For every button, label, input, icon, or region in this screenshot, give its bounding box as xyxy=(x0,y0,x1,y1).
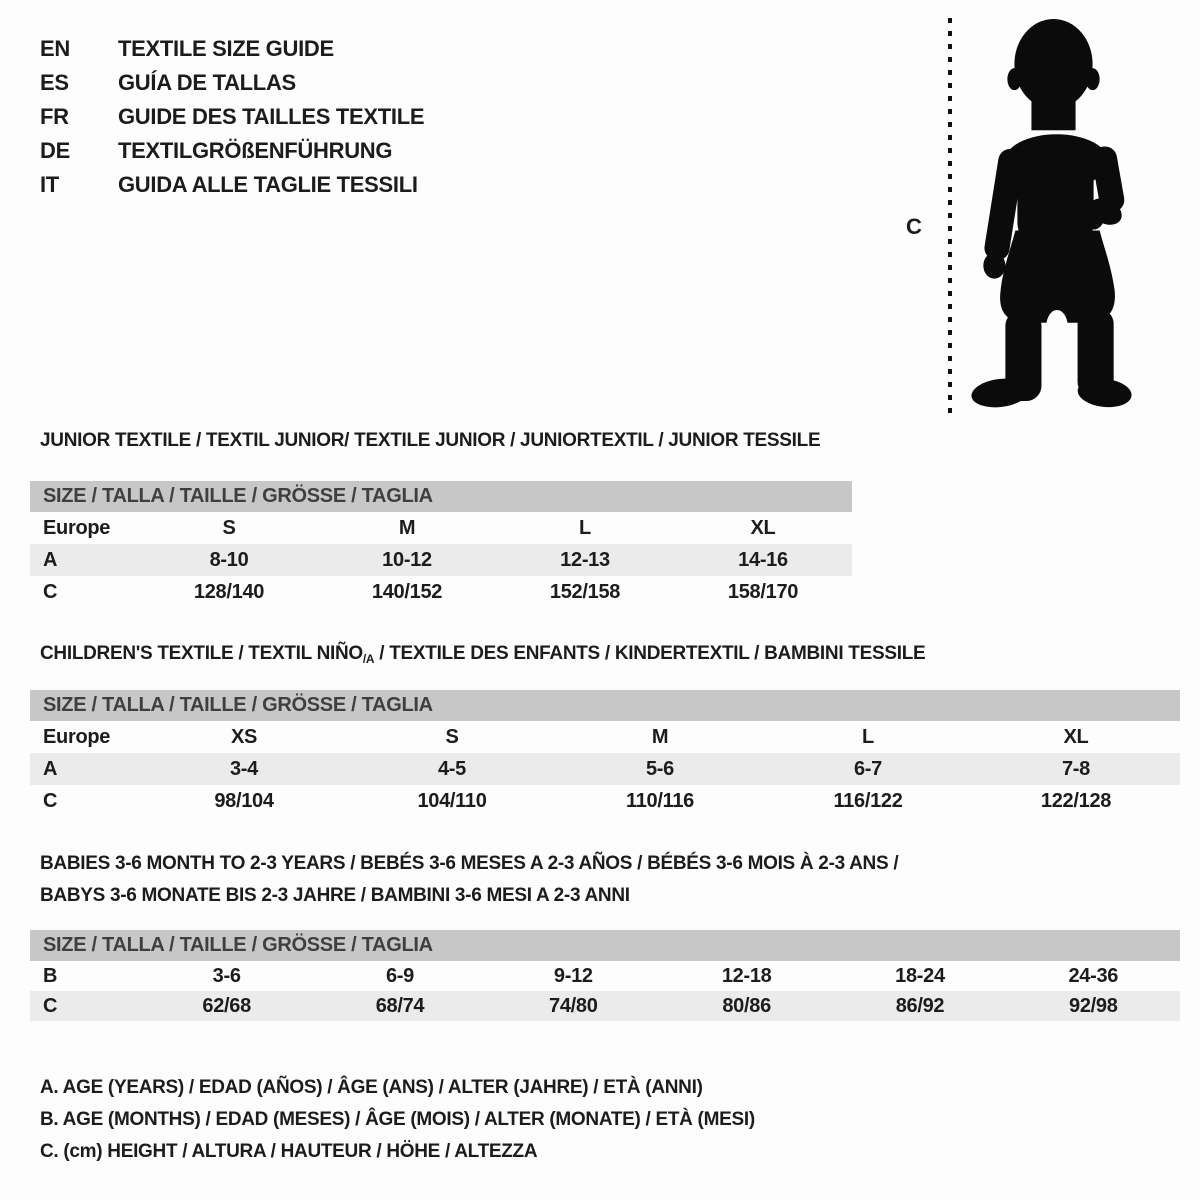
table-cell: 6-7 xyxy=(853,757,882,780)
language-title-list xyxy=(40,32,424,202)
language-title: GUIDE DES TAILLES TEXTILE xyxy=(118,104,425,129)
language-row xyxy=(40,168,424,202)
table-cell: 12-13 xyxy=(560,548,610,571)
table-cell: 3-4 xyxy=(229,757,258,780)
table-row xyxy=(30,753,1180,785)
height-measure-dotted-line xyxy=(948,18,952,416)
row-label: C xyxy=(43,994,58,1017)
table-cell: 152/158 xyxy=(549,580,621,603)
table-cell: 4-5 xyxy=(437,757,466,780)
table-cell: XL xyxy=(1063,725,1089,748)
language-row xyxy=(40,134,424,168)
row-label: B xyxy=(43,964,58,987)
table-cell: 3-6 xyxy=(212,964,241,987)
table-cell: 7-8 xyxy=(1061,757,1090,780)
legend-block xyxy=(40,1072,755,1168)
size-header-bar: SIZE / TALLA / TAILLE / GRÖSSE / TAGLIA xyxy=(30,690,1180,721)
heading-text: CHILDREN'S TEXTILE / TEXTIL NIÑO xyxy=(40,643,363,664)
junior-size-table xyxy=(30,481,852,608)
language-title: TEXTILE SIZE GUIDE xyxy=(118,36,334,61)
table-row xyxy=(30,512,852,544)
legend-line-c: C. (cm) HEIGHT / ALTURA / HAUTEUR / HÖHE / ALTEZZA xyxy=(40,1141,538,1162)
table-cell: 122/128 xyxy=(1040,789,1112,812)
table-cell: 86/92 xyxy=(895,994,945,1017)
babies-table-rows xyxy=(30,961,1180,1021)
table-cell: 116/122 xyxy=(833,789,903,812)
table-cell: 6-9 xyxy=(385,964,414,987)
heading-subscript: /A xyxy=(362,652,375,666)
language-title: GUIDA ALLE TAGLIE TESSILI xyxy=(118,172,418,197)
table-row xyxy=(30,721,1180,753)
table-cell: 5-6 xyxy=(645,757,674,780)
table-cell: L xyxy=(579,516,591,539)
heading-line-2: BABYS 3-6 MONATE BIS 2-3 JAHRE / BAMBINI 3-6 MESI A 2-3 ANNI xyxy=(40,885,630,906)
table-cell: 9-12 xyxy=(553,964,593,987)
table-row xyxy=(30,785,1180,817)
table-cell: 128/140 xyxy=(193,580,265,603)
language-row xyxy=(40,100,424,134)
language-code: IT xyxy=(40,172,59,197)
table-cell: 18-24 xyxy=(895,964,945,987)
table-cell: 74/80 xyxy=(549,994,598,1017)
table-cell: 24-36 xyxy=(1068,964,1119,987)
table-cell: 8-10 xyxy=(209,548,249,571)
heading-line-1: BABIES 3-6 MONTH TO 2-3 YEARS / BEBÉS 3-6 MESES A 2-3 AÑOS / BÉBÉS 3-6 MOIS À 2-3 ANS / xyxy=(40,853,899,874)
table-row xyxy=(30,991,1180,1021)
table-cell: 80/86 xyxy=(722,994,771,1017)
row-label: A xyxy=(43,548,58,571)
table-cell: 98/104 xyxy=(214,789,274,812)
table-row xyxy=(30,576,852,608)
children-table-rows xyxy=(30,721,1180,817)
height-measure-label: C xyxy=(906,214,922,239)
table-cell: 12-18 xyxy=(721,964,772,987)
legend-line-a: A. AGE (YEARS) / EDAD (AÑOS) / ÂGE (ANS) / ALTER (JAHRE) / ETÀ (ANNI) xyxy=(40,1077,703,1098)
row-label: C xyxy=(43,580,58,603)
language-row xyxy=(40,66,424,100)
table-cell: 104/110 xyxy=(417,789,487,812)
language-title: TEXTILGRÖßENFÜHRUNG xyxy=(118,138,393,163)
table-cell: 92/98 xyxy=(1069,994,1118,1017)
language-title: GUÍA DE TALLAS xyxy=(118,70,296,95)
toddler-silhouette-image xyxy=(968,18,1136,416)
size-header-bar: SIZE / TALLA / TAILLE / GRÖSSE / TAGLIA xyxy=(30,481,852,512)
table-cell: XS xyxy=(230,725,258,748)
table-cell: 110/116 xyxy=(626,789,694,812)
table-cell: S xyxy=(222,516,236,539)
table-cell: M xyxy=(398,516,416,539)
babies-size-table xyxy=(30,930,1180,1021)
table-cell: M xyxy=(651,725,669,748)
heading-text: / TEXTILE DES ENFANTS / KINDERTEXTIL / BAMBINI TESSILE xyxy=(374,643,926,664)
table-cell: 62/68 xyxy=(202,994,251,1017)
table-cell: XL xyxy=(750,516,776,539)
table-row xyxy=(30,544,852,576)
language-code: EN xyxy=(40,36,70,61)
table-cell: 158/170 xyxy=(727,580,799,603)
language-row xyxy=(40,32,424,66)
section-heading-children xyxy=(40,643,925,666)
language-code: DE xyxy=(40,138,70,163)
language-code: ES xyxy=(40,70,69,95)
table-cell: 68/74 xyxy=(375,994,425,1017)
table-cell: 140/152 xyxy=(371,580,443,603)
row-label: Europe xyxy=(43,516,111,539)
section-heading-junior: JUNIOR TEXTILE / TEXTIL JUNIOR/ TEXTILE JUNIOR / JUNIORTEXTIL / JUNIOR TESSILE xyxy=(40,430,821,451)
junior-table-rows xyxy=(30,512,852,608)
row-label: Europe xyxy=(43,725,111,748)
children-size-table xyxy=(30,690,1180,817)
size-header-bar: SIZE / TALLA / TAILLE / GRÖSSE / TAGLIA xyxy=(30,930,1180,961)
section-heading-babies xyxy=(40,848,898,912)
table-cell: S xyxy=(445,725,459,748)
table-row xyxy=(30,961,1180,991)
table-cell: 14-16 xyxy=(738,548,788,571)
language-code: FR xyxy=(40,104,69,129)
row-label: C xyxy=(43,789,58,812)
legend-line-b: B. AGE (MONTHS) / EDAD (MESES) / ÂGE (MOIS) / ALTER (MONATE) / ETÀ (MESI) xyxy=(40,1109,755,1130)
table-cell: L xyxy=(862,725,874,748)
row-label: A xyxy=(43,757,58,780)
table-cell: 10-12 xyxy=(382,548,432,571)
